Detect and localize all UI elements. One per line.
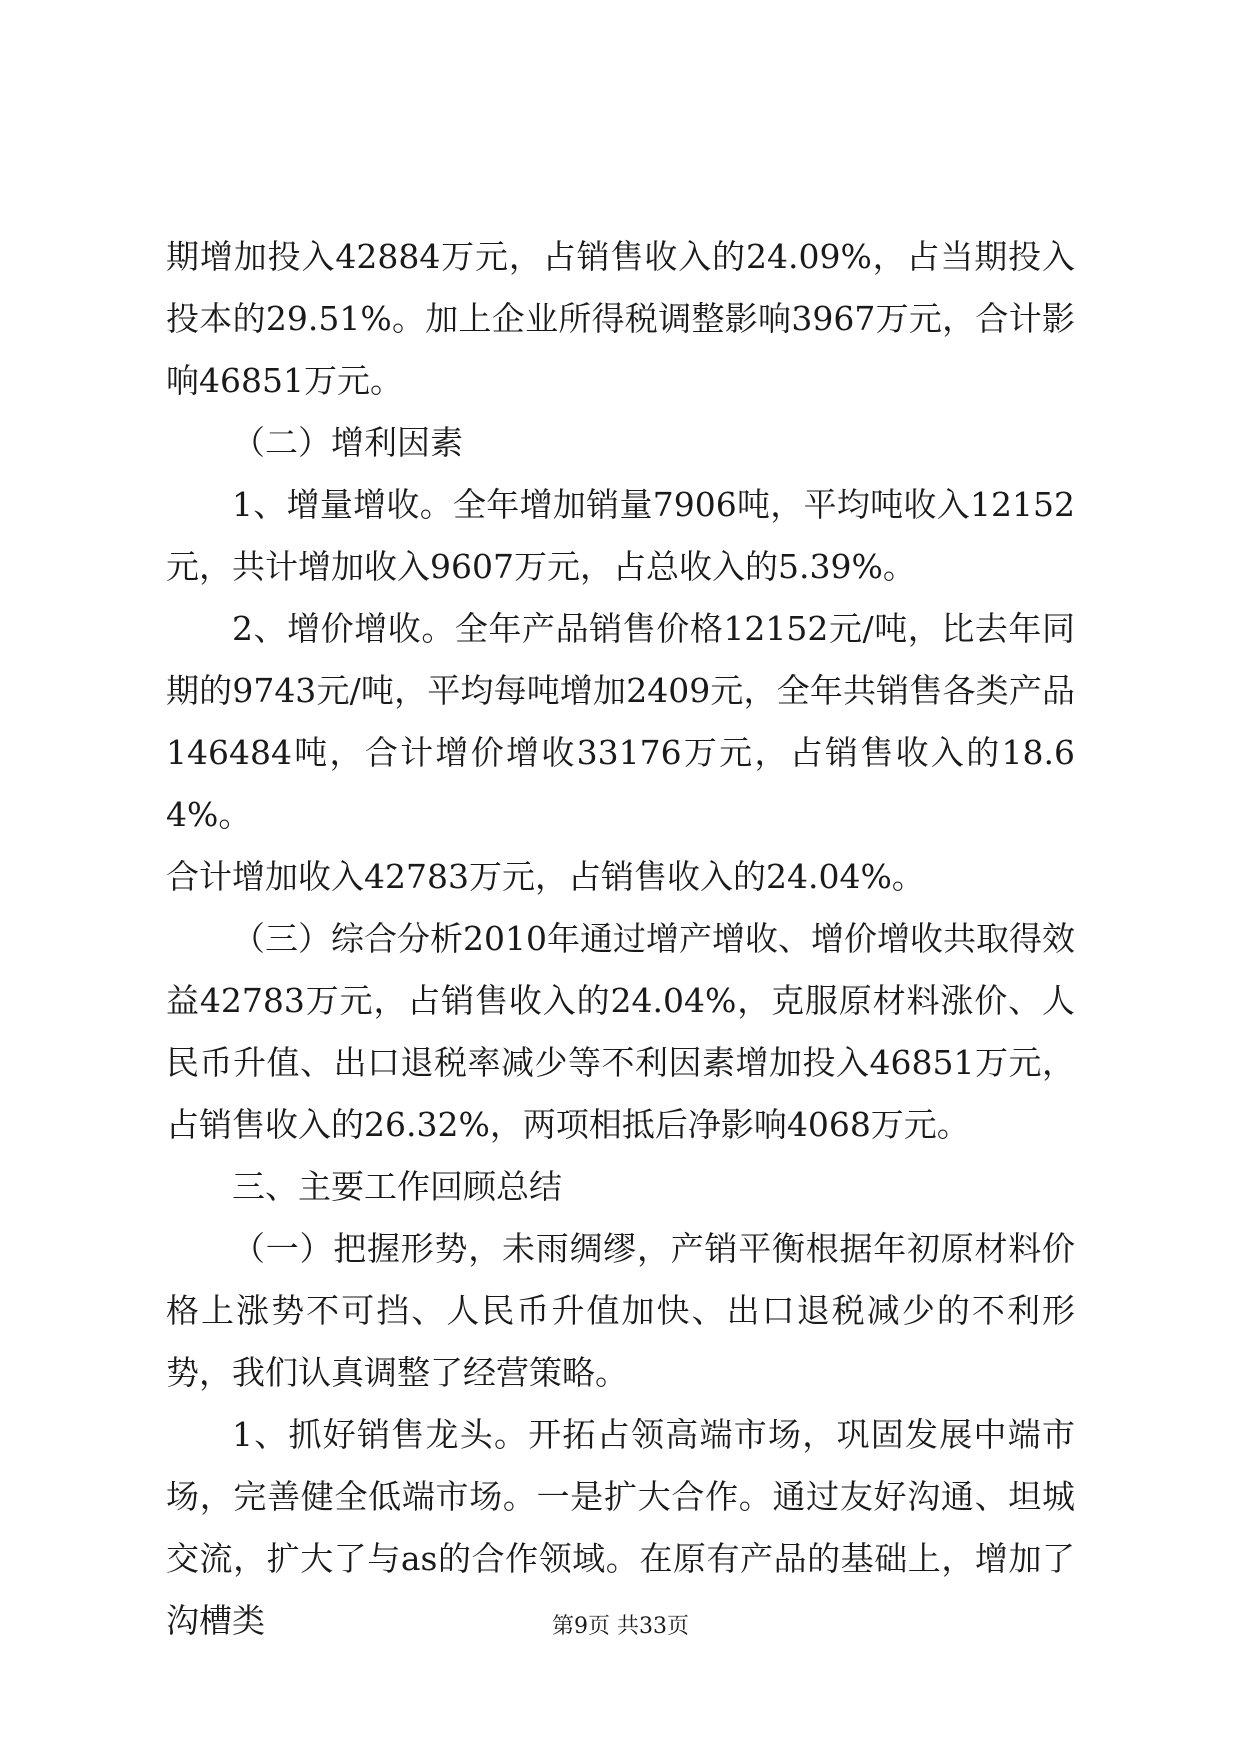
paragraph-comprehensive-analysis: （三）综合分析2010年通过增产增收、增价增收共取得效益42783万元，占销售收入的24.04%，克服原材料涨价、人民币升值、出口退税率减少等不利因素增加投入46851万元，占销售收入的26.32%，两项相抵后净影响4068万元。 <box>166 919 1075 1144</box>
page-number-footer: 第9页 共33页 <box>552 1614 689 1639</box>
section-heading-profit-factors: （二）增利因素 <box>232 423 463 462</box>
document-body <box>166 226 1075 1652</box>
paragraph-price-increase: 2、增价增收。全年产品销售价格12152元/吨，比去年同期的9743元/吨，平均每吨增加2409元，全年共销售各类产品146484吨，合计增价增收33176万元，占销售收入的18.64%。 <box>166 609 1075 834</box>
paragraph-situation: （一）把握形势，未雨绸缪，产销平衡根据年初原材料价格上涨势不可挡、人民币升值加快、出口退税减少的不利形势，我们认真调整了经营策略。 <box>166 1229 1075 1392</box>
section-heading-work-review: 三、主要工作回顾总结 <box>232 1167 562 1206</box>
paragraph-sales: 1、抓好销售龙头。开拓占领高端市场，巩固发展中端市场，完善健全低端市场。一是扩大合作。通过友好沟通、坦城交流，扩大了与as的合作领域。在原有产品的基础上，增加了沟槽类 <box>166 1415 1075 1640</box>
paragraph-continuation: 期增加投入42884万元，占销售收入的24.09%，占当期投入投本的29.51%。加上企业所得税调整影响3967万元，合计影响46851万元。 <box>166 237 1075 400</box>
paragraph-total-increase: 合计增加收入42783万元，占销售收入的24.04%。 <box>166 857 925 896</box>
paragraph-volume-increase: 1、增量增收。全年增加销量7906吨，平均吨收入12152元，共计增加收入9607万元，占总收入的5.39%。 <box>166 485 1075 586</box>
